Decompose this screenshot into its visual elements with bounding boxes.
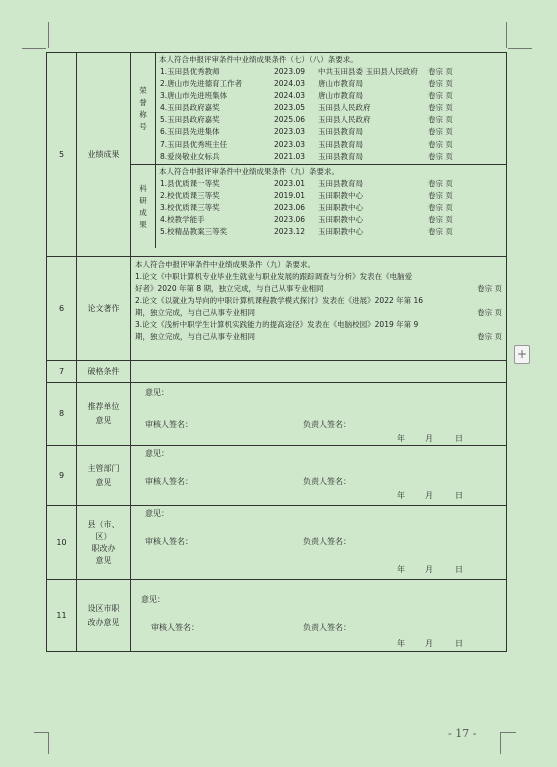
- row-title: 论文著作: [77, 257, 131, 361]
- volume-reference: 卷宗 页: [428, 191, 453, 201]
- opinion-label: 意见：: [145, 509, 169, 518]
- row-7: [47, 361, 507, 383]
- paper-line: [135, 307, 502, 319]
- leader-signature-label: 负责人签名：: [303, 537, 351, 546]
- award-title: 7.玉田县优秀班主任: [160, 139, 228, 149]
- row-9: [47, 446, 507, 506]
- research-list: [156, 165, 507, 249]
- exception-content: [131, 361, 507, 383]
- award-title: 1.玉田县优秀教师: [160, 67, 220, 76]
- crop-mark-bottom-left-v: [48, 732, 49, 754]
- list-item: [156, 202, 506, 214]
- award-title: 4.玉田县政府嘉奖: [160, 103, 220, 113]
- row-number: 8: [47, 383, 77, 446]
- volume-reference: 卷宗 页: [428, 227, 453, 237]
- paper-list: [131, 257, 506, 345]
- leader-signature-label: 负责人签名：: [303, 420, 351, 429]
- paper-line-text: 好者》2020 年第 8 期，独立完成，与自己从事专业相同: [135, 284, 324, 293]
- reviewer-signature-label: 审核人签名：: [145, 420, 193, 429]
- row-number: 7: [47, 361, 77, 383]
- volume-reference: 卷宗 页: [428, 79, 453, 89]
- paper-item: [135, 319, 502, 343]
- paper-line: [135, 283, 502, 295]
- award-issuer: 玉田县教育局: [318, 139, 363, 149]
- award-issuer: 玉田职教中心: [318, 203, 363, 213]
- award-title: 5.玉田县政府嘉奖: [160, 115, 220, 125]
- award-title: 8.爱岗敬业女标兵: [160, 151, 220, 161]
- row-10: [47, 506, 507, 580]
- award-issuer: 玉田县教育局: [318, 127, 363, 137]
- volume-reference: 卷宗 页: [477, 332, 502, 341]
- award-title: 2.校优质课三等奖: [160, 191, 220, 201]
- month-label: 月: [425, 565, 433, 574]
- volume-reference: 卷宗 页: [477, 308, 502, 317]
- award-date: 2023.03: [274, 139, 306, 149]
- row-number: 11: [47, 580, 77, 652]
- list-item: [156, 139, 506, 151]
- award-issuer: 唐山市教育局: [318, 91, 363, 101]
- paper-line: [135, 331, 502, 343]
- leader-signature-label: 负责人签名：: [303, 477, 351, 486]
- crop-mark-top-right-h: [508, 48, 532, 49]
- opinion-cell: [131, 506, 507, 580]
- row-title: 业绩成果: [77, 53, 131, 257]
- volume-reference: 卷宗 页: [428, 67, 453, 76]
- month-label: 月: [425, 639, 433, 648]
- crop-mark-top-right-v: [506, 22, 507, 48]
- page-number: - 17 -: [448, 727, 477, 740]
- award-date: 2021.03: [274, 151, 306, 161]
- research-intro: 本人符合申报评审条件中业绩成果条件（九）条要求。: [159, 167, 339, 176]
- day-label: 日: [455, 434, 463, 443]
- list-item: [156, 78, 506, 90]
- row-11: [47, 580, 507, 652]
- reviewer-signature-label: 审核人签名：: [151, 623, 199, 632]
- month-label: 月: [425, 491, 433, 500]
- award-issuer: 玉田县人民政府: [318, 115, 371, 125]
- volume-reference: 卷宗 页: [477, 284, 502, 293]
- opinion-cell: [131, 580, 507, 652]
- volume-reference: 卷宗 页: [428, 151, 453, 161]
- paper-item: [135, 271, 502, 295]
- list-item: [156, 126, 506, 138]
- award-date: 2023.12: [274, 227, 306, 237]
- month-label: 月: [425, 434, 433, 443]
- row-number: 9: [47, 446, 77, 506]
- list-item: [156, 151, 506, 163]
- award-issuer: 玉田职教中心: [318, 227, 363, 237]
- row-number: 6: [47, 257, 77, 361]
- paper-line: 2.论文《以就业为导向的中职计算机课程教学模式探讨》发表在《进展》2022 年第 16: [135, 296, 424, 305]
- row-content: [131, 53, 507, 257]
- leader-signature-label: 负责人签名：: [303, 623, 351, 632]
- honor-list: [156, 53, 507, 164]
- research-section: [131, 164, 506, 248]
- volume-reference: 卷宗 页: [428, 179, 453, 188]
- research-items: [156, 178, 506, 238]
- opinion-label: 意见：: [145, 449, 169, 458]
- award-date: 2023.03: [274, 127, 306, 137]
- honor-items: [156, 66, 506, 163]
- row-6: [47, 257, 507, 361]
- application-form-table: [46, 52, 507, 652]
- day-label: 日: [455, 639, 463, 648]
- row-title: 主管部门 意见: [77, 446, 131, 506]
- award-title: 1.县优质课一等奖: [160, 179, 220, 188]
- crop-mark-bottom-right-h: [500, 732, 516, 733]
- award-date: 2023.05: [274, 103, 306, 113]
- day-label: 日: [455, 565, 463, 574]
- row-title: 设区市职 改办意见: [77, 580, 131, 652]
- list-item: [156, 114, 506, 126]
- list-item: [156, 90, 506, 102]
- volume-reference: 卷宗 页: [428, 91, 453, 101]
- year-label: 年: [397, 434, 405, 443]
- award-title: 6.玉田县先进集体: [160, 127, 220, 137]
- paper-line-text: 期，独立完成，与自己从事专业相同: [135, 308, 255, 317]
- row-title: 破格条件: [77, 361, 131, 383]
- award-issuer: 玉田县人民政府: [318, 103, 371, 113]
- list-item: [156, 178, 506, 190]
- list-item: [156, 66, 506, 78]
- row-8: [47, 383, 507, 446]
- award-issuer: 中共玉田县委 玉田县人民政府: [318, 67, 418, 76]
- volume-reference: 卷宗 页: [428, 127, 453, 137]
- paper-content: [131, 257, 507, 361]
- row-5: [47, 53, 507, 257]
- volume-reference: 卷宗 页: [428, 203, 453, 213]
- opinion-cell: [131, 383, 507, 446]
- row-title: 县（市、 区） 职改办 意见: [77, 506, 131, 580]
- row-number: 5: [47, 53, 77, 257]
- list-item: [156, 102, 506, 114]
- honor-intro: 本人符合申报评审条件中业绩成果条件（七）（八）条要求。: [159, 55, 358, 64]
- row-number: 10: [47, 506, 77, 580]
- award-title: 2.唐山市先进德育工作者: [160, 79, 243, 89]
- award-date: 2023.01: [274, 179, 306, 188]
- year-label: 年: [397, 565, 405, 574]
- award-date: 2019.01: [274, 191, 306, 201]
- list-item: [156, 226, 506, 238]
- award-title: 4.校教学能手: [160, 215, 205, 225]
- crop-mark-top-left-h: [22, 48, 46, 49]
- award-title: 3.校优质课三等奖: [160, 203, 220, 213]
- paper-line: 1.论文《中职计算机专业毕业生就业与职业发展的跟踪调查与分析》发表在《电脑爱: [135, 272, 413, 281]
- opinion-label: 意见：: [141, 595, 165, 604]
- paper-intro: 本人符合申报评审条件中业绩成果条件（九）条要求。: [135, 260, 315, 269]
- award-issuer: 玉田职教中心: [318, 215, 363, 225]
- crop-mark-bottom-right-v: [500, 732, 501, 754]
- paper-item: [135, 295, 502, 319]
- year-label: 年: [397, 491, 405, 500]
- sub-label-honor: 荣 誉 称 号: [131, 53, 156, 164]
- volume-reference: 卷宗 页: [428, 215, 453, 225]
- award-issuer: 玉田职教中心: [318, 191, 363, 201]
- volume-reference: 卷宗 页: [428, 103, 453, 113]
- award-issuer: 玉田县教育局: [318, 151, 363, 161]
- crop-mark-top-left-v: [48, 22, 49, 48]
- year-label: 年: [397, 639, 405, 648]
- opinion-label: 意见：: [145, 388, 169, 397]
- award-title: 5.校精品教案三等奖: [160, 227, 228, 237]
- award-title: 3.唐山市先进班集体: [160, 91, 228, 101]
- list-item: [156, 190, 506, 202]
- award-issuer: 玉田县教育局: [318, 179, 363, 188]
- honor-section: [131, 53, 506, 164]
- reviewer-signature-label: 审核人签名：: [145, 537, 193, 546]
- volume-reference: 卷宗 页: [428, 115, 453, 125]
- award-date: 2025.06: [274, 115, 306, 125]
- award-issuer: 唐山市教育局: [318, 79, 363, 89]
- paper-line: 3.论文《浅析中职学生计算机实践能力的提高途径》发表在《电脑校园》2019 年第 9: [135, 320, 419, 329]
- award-date: 2023.09: [274, 67, 306, 76]
- award-date: 2023.06: [274, 215, 306, 225]
- paper-line-text: 期，独立完成，与自己从事专业相同: [135, 332, 255, 341]
- list-item: [156, 214, 506, 226]
- add-row-button[interactable]: +: [514, 345, 530, 364]
- crop-mark-bottom-left-h: [34, 732, 48, 733]
- volume-reference: 卷宗 页: [428, 139, 453, 149]
- award-date: 2024.03: [274, 91, 306, 101]
- opinion-cell: [131, 446, 507, 506]
- row-title: 推荐单位 意见: [77, 383, 131, 446]
- award-date: 2023.06: [274, 203, 306, 213]
- reviewer-signature-label: 审核人签名：: [145, 477, 193, 486]
- sub-label-research: 科 研 成 果: [131, 165, 156, 249]
- day-label: 日: [455, 491, 463, 500]
- award-date: 2024.03: [274, 79, 306, 89]
